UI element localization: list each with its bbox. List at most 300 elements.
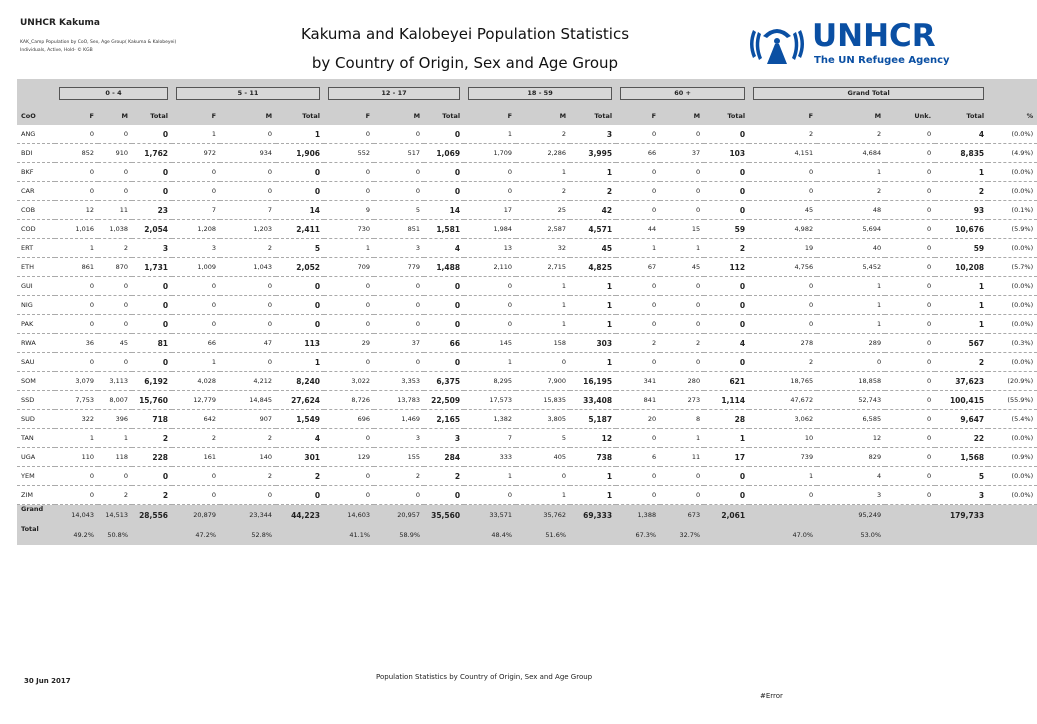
value-cell: 0	[55, 315, 98, 334]
value-cell: 0	[324, 182, 374, 201]
value-cell: 11	[660, 448, 704, 467]
grand-total-percent-cell	[132, 525, 172, 545]
col-header-m: M	[374, 107, 424, 125]
value-cell: 0	[660, 296, 704, 315]
table-row	[17, 296, 1037, 315]
value-cell: 52,743	[817, 391, 885, 410]
value-cell: 0	[324, 353, 374, 372]
value-cell: 0	[220, 182, 276, 201]
value-cell: 0	[55, 467, 98, 486]
value-cell: 1,203	[220, 220, 276, 239]
value-cell: 1,549	[276, 410, 324, 429]
coo-cell: SAU	[17, 353, 55, 372]
value-cell: 45	[749, 201, 817, 220]
value-cell: 517	[374, 144, 424, 163]
value-cell: 0	[885, 334, 935, 353]
value-cell: 140	[220, 448, 276, 467]
value-cell: 0	[324, 277, 374, 296]
value-cell: 0	[885, 258, 935, 277]
grand-total-percent-cell	[276, 525, 324, 545]
value-cell: 1	[172, 353, 220, 372]
value-cell: 0	[616, 429, 660, 448]
grand-total-percent-cell: 67.3%	[616, 525, 660, 545]
grand-total-label: Grand	[17, 505, 55, 526]
table-row	[17, 410, 1037, 429]
value-cell: 0	[424, 296, 464, 315]
value-cell: 2	[132, 429, 172, 448]
table-row	[17, 315, 1037, 334]
table-row	[17, 391, 1037, 410]
value-cell: 0	[749, 486, 817, 505]
value-cell: 0	[220, 486, 276, 505]
value-cell: 17	[464, 201, 516, 220]
value-cell: 28	[704, 410, 749, 429]
value-cell: 17,573	[464, 391, 516, 410]
value-cell: (0.0%)	[988, 467, 1037, 486]
value-cell: 567	[935, 334, 988, 353]
value-cell: 25	[516, 201, 570, 220]
coo-cell: TAN	[17, 429, 55, 448]
value-cell: 66	[172, 334, 220, 353]
value-cell: 2	[98, 239, 132, 258]
col-header-f: F	[172, 107, 220, 125]
value-cell: 0	[704, 467, 749, 486]
grand-total-cell: 2,061	[704, 505, 749, 526]
value-cell: 1	[570, 486, 616, 505]
coo-cell: YEM	[17, 467, 55, 486]
value-cell: 4	[704, 334, 749, 353]
value-cell: 0	[424, 182, 464, 201]
value-cell: 16,195	[570, 372, 616, 391]
logo-wordmark: UNHCR	[812, 18, 936, 54]
value-cell: 3	[132, 239, 172, 258]
value-cell: 2	[516, 182, 570, 201]
value-cell: 0	[324, 296, 374, 315]
value-cell: 0	[704, 277, 749, 296]
value-cell: 1	[817, 315, 885, 334]
value-cell: 0	[276, 163, 324, 182]
value-cell: 1	[616, 239, 660, 258]
value-cell: 1,731	[132, 258, 172, 277]
value-cell: 2	[374, 467, 424, 486]
value-cell: 0	[172, 182, 220, 201]
value-cell: 19	[749, 239, 817, 258]
value-cell: 0	[424, 315, 464, 334]
value-cell: 2	[424, 467, 464, 486]
value-cell: 5,452	[817, 258, 885, 277]
value-cell: 4,756	[749, 258, 817, 277]
value-cell: 1	[660, 239, 704, 258]
value-cell: 1,208	[172, 220, 220, 239]
value-cell: 0	[98, 163, 132, 182]
value-cell: (20.9%)	[988, 372, 1037, 391]
value-cell: 1	[324, 239, 374, 258]
value-cell: 907	[220, 410, 276, 429]
value-cell: 709	[324, 258, 374, 277]
col-header-f: F	[324, 107, 374, 125]
table-row	[17, 334, 1037, 353]
value-cell: 5	[516, 429, 570, 448]
value-cell: 0	[98, 296, 132, 315]
value-cell: 1	[817, 296, 885, 315]
value-cell: 1	[276, 125, 324, 144]
value-cell: 37,623	[935, 372, 988, 391]
col-header-f: F	[616, 107, 660, 125]
value-cell: 18,765	[749, 372, 817, 391]
group-0-4: 0 - 4	[55, 79, 172, 107]
grand-total-cell: 35,762	[516, 505, 570, 526]
col-header-total: Total	[704, 107, 749, 125]
value-cell: 8,240	[276, 372, 324, 391]
value-cell: 17	[704, 448, 749, 467]
value-cell: 2	[172, 429, 220, 448]
footer-title: Population Statistics by Country of Origin, Sex and Age Group	[376, 673, 593, 681]
value-cell: 333	[464, 448, 516, 467]
grand-total-percent-cell: 48.4%	[464, 525, 516, 545]
value-cell: 1	[817, 277, 885, 296]
value-cell: 0	[324, 315, 374, 334]
value-cell: 42	[570, 201, 616, 220]
value-cell: 280	[660, 372, 704, 391]
grand-total-percent-cell: 50.8%	[98, 525, 132, 545]
value-cell: 0	[98, 353, 132, 372]
value-cell: 0	[132, 467, 172, 486]
table-row	[17, 239, 1037, 258]
value-cell: 0	[55, 125, 98, 144]
grand-total-cell: 14,603	[324, 505, 374, 526]
value-cell: 2	[660, 334, 704, 353]
value-cell: 779	[374, 258, 424, 277]
value-cell: 100,415	[935, 391, 988, 410]
value-cell: 37	[374, 334, 424, 353]
report-header	[20, 18, 176, 55]
value-cell: 0	[885, 296, 935, 315]
value-cell: (5.4%)	[988, 410, 1037, 429]
value-cell: 4,825	[570, 258, 616, 277]
value-cell: 4	[817, 467, 885, 486]
value-cell: 4	[276, 429, 324, 448]
value-cell: 0	[98, 467, 132, 486]
grand-total-percent-cell: 41.1%	[324, 525, 374, 545]
value-cell: (0.0%)	[988, 163, 1037, 182]
value-cell: 0	[616, 315, 660, 334]
value-cell: 0	[276, 296, 324, 315]
value-cell: 1	[570, 353, 616, 372]
value-cell: 0	[424, 353, 464, 372]
value-cell: (0.0%)	[988, 182, 1037, 201]
value-cell: 1,069	[424, 144, 464, 163]
grand-total-cell	[749, 505, 817, 526]
col-header-m: M	[817, 107, 885, 125]
value-cell: 0	[885, 277, 935, 296]
col-header-total: Total	[570, 107, 616, 125]
value-cell: 7,753	[55, 391, 98, 410]
value-cell: 0	[464, 486, 516, 505]
grand-total-cell: 14,513	[98, 505, 132, 526]
value-cell: 0	[885, 467, 935, 486]
value-cell: 0	[885, 372, 935, 391]
value-cell: 29	[324, 334, 374, 353]
value-cell: 2,165	[424, 410, 464, 429]
value-cell: 1	[935, 296, 988, 315]
grand-total-percent-cell: 53.0%	[817, 525, 885, 545]
value-cell: 7	[220, 201, 276, 220]
value-cell: 3,995	[570, 144, 616, 163]
value-cell: 1,469	[374, 410, 424, 429]
value-cell: 2	[220, 429, 276, 448]
grand-total-cell: 95,249	[817, 505, 885, 526]
value-cell: 0	[374, 277, 424, 296]
grand-total-percent-row	[17, 525, 1037, 545]
value-cell: 67	[616, 258, 660, 277]
value-cell: 7,900	[516, 372, 570, 391]
value-cell: 2,110	[464, 258, 516, 277]
value-cell: 0	[55, 353, 98, 372]
value-cell: 0	[660, 163, 704, 182]
value-cell: 110	[55, 448, 98, 467]
value-cell: 8,835	[935, 144, 988, 163]
group-spacer-end	[988, 79, 1037, 107]
col-header-f: F	[55, 107, 98, 125]
group-grand-total: Grand Total	[749, 79, 988, 107]
value-cell: 18,858	[817, 372, 885, 391]
value-cell: 14,845	[220, 391, 276, 410]
value-cell: 0	[424, 163, 464, 182]
value-cell: 0	[660, 125, 704, 144]
value-cell: 0	[749, 315, 817, 334]
value-cell: 0	[885, 125, 935, 144]
value-cell: 1	[516, 486, 570, 505]
value-cell: 1	[98, 429, 132, 448]
value-cell: 145	[464, 334, 516, 353]
value-cell: 3,113	[98, 372, 132, 391]
value-cell: 1,984	[464, 220, 516, 239]
grand-total-cell	[885, 505, 935, 526]
grand-total-percent-cell	[570, 525, 616, 545]
value-cell: 3	[935, 486, 988, 505]
coo-cell: ZIM	[17, 486, 55, 505]
value-cell: 40	[817, 239, 885, 258]
value-cell: 48	[817, 201, 885, 220]
value-cell: 4,151	[749, 144, 817, 163]
value-cell: 11	[98, 201, 132, 220]
value-cell: 0	[660, 201, 704, 220]
value-cell: 0	[885, 486, 935, 505]
value-cell: 0	[220, 315, 276, 334]
value-cell: 93	[935, 201, 988, 220]
value-cell: 0	[749, 296, 817, 315]
value-cell: 1	[570, 277, 616, 296]
coo-cell: ANG	[17, 125, 55, 144]
value-cell: 0	[817, 353, 885, 372]
value-cell: 1	[172, 125, 220, 144]
value-cell: 0	[704, 125, 749, 144]
value-cell: 0	[704, 182, 749, 201]
col-header-f: F	[749, 107, 817, 125]
value-cell: 8,295	[464, 372, 516, 391]
value-cell: 1,488	[424, 258, 464, 277]
value-cell: 0	[885, 144, 935, 163]
value-cell: 47	[220, 334, 276, 353]
title-line-2: by Country of Origin, Sex and Age Group	[311, 54, 619, 72]
value-cell: 13	[464, 239, 516, 258]
value-cell: 0	[704, 315, 749, 334]
value-cell: 0	[885, 182, 935, 201]
value-cell: 5,187	[570, 410, 616, 429]
value-cell: (0.0%)	[988, 239, 1037, 258]
grand-total-percent-cell: 32.7%	[660, 525, 704, 545]
value-cell: 103	[704, 144, 749, 163]
value-cell: 0	[374, 163, 424, 182]
value-cell: 0	[616, 125, 660, 144]
table-row	[17, 277, 1037, 296]
value-cell: 4,982	[749, 220, 817, 239]
value-cell: 1	[464, 467, 516, 486]
value-cell: 1	[749, 467, 817, 486]
report-filter: Individuals, Active, Hold- © KGB	[20, 48, 93, 53]
value-cell: 0	[276, 182, 324, 201]
org-name: UNHCR Kakuma	[20, 18, 100, 28]
value-cell: 2	[98, 486, 132, 505]
grand-total-label-2: Total	[17, 525, 55, 545]
value-cell: (5.7%)	[988, 258, 1037, 277]
value-cell: 552	[324, 144, 374, 163]
value-cell: 3	[374, 429, 424, 448]
value-cell: 5	[374, 201, 424, 220]
value-cell: 1,568	[935, 448, 988, 467]
value-cell: 0	[424, 277, 464, 296]
value-cell: 113	[276, 334, 324, 353]
value-cell: 2	[570, 182, 616, 201]
value-cell: 0	[464, 296, 516, 315]
value-cell: 23	[132, 201, 172, 220]
value-cell: 0	[324, 486, 374, 505]
value-cell: 45	[660, 258, 704, 277]
grand-total-cell: 20,879	[172, 505, 220, 526]
value-cell: 1	[516, 277, 570, 296]
value-cell: 303	[570, 334, 616, 353]
value-cell: 0	[132, 182, 172, 201]
value-cell: (0.1%)	[988, 201, 1037, 220]
col-header-m: M	[660, 107, 704, 125]
coo-cell: PAK	[17, 315, 55, 334]
value-cell: (0.0%)	[988, 315, 1037, 334]
grand-total-cell: 69,333	[570, 505, 616, 526]
value-cell: 1	[935, 163, 988, 182]
value-cell: 2	[516, 125, 570, 144]
value-cell: 0	[660, 315, 704, 334]
value-cell: 621	[704, 372, 749, 391]
table-row	[17, 372, 1037, 391]
value-cell: 0	[704, 201, 749, 220]
grand-total-row	[17, 505, 1037, 526]
value-cell: 301	[276, 448, 324, 467]
value-cell: 0	[172, 296, 220, 315]
grand-total-percent-cell: 47.2%	[172, 525, 220, 545]
value-cell: 7	[464, 429, 516, 448]
coo-cell: COD	[17, 220, 55, 239]
value-cell: 0	[276, 486, 324, 505]
value-cell: 66	[616, 144, 660, 163]
value-cell: 1	[935, 277, 988, 296]
value-cell: 0	[704, 353, 749, 372]
value-cell: 0	[704, 163, 749, 182]
value-cell: 0	[885, 448, 935, 467]
value-cell: 81	[132, 334, 172, 353]
table-row	[17, 201, 1037, 220]
value-cell: 10	[749, 429, 817, 448]
value-cell: 7	[172, 201, 220, 220]
coo-cell: NIG	[17, 296, 55, 315]
grand-total-cell: 20,957	[374, 505, 424, 526]
value-cell: 1	[276, 353, 324, 372]
value-cell: 910	[98, 144, 132, 163]
value-cell: 15,835	[516, 391, 570, 410]
value-cell: 66	[424, 334, 464, 353]
value-cell: 1,382	[464, 410, 516, 429]
value-cell: 1,009	[172, 258, 220, 277]
group-18-59: 18 - 59	[464, 79, 616, 107]
value-cell: 4	[424, 239, 464, 258]
value-cell: 0	[132, 296, 172, 315]
value-cell: 4	[935, 125, 988, 144]
value-cell: 738	[570, 448, 616, 467]
value-cell: 0	[220, 353, 276, 372]
value-cell: 2	[276, 467, 324, 486]
value-cell: 1,906	[276, 144, 324, 163]
value-cell: 2	[132, 486, 172, 505]
group-spacer	[17, 79, 55, 107]
value-cell: 0	[616, 201, 660, 220]
value-cell: 2	[935, 182, 988, 201]
coo-cell: SSD	[17, 391, 55, 410]
grand-total-cell: 14,043	[55, 505, 98, 526]
table-row	[17, 163, 1037, 182]
value-cell: 0	[98, 277, 132, 296]
value-cell: 2,286	[516, 144, 570, 163]
value-cell: 59	[704, 220, 749, 239]
value-cell: 158	[516, 334, 570, 353]
age-group-header	[17, 79, 1037, 107]
value-cell: 0	[464, 163, 516, 182]
value-cell: 1,043	[220, 258, 276, 277]
value-cell: 0	[132, 315, 172, 334]
grand-total-percent-cell: 51.6%	[516, 525, 570, 545]
value-cell: 1,581	[424, 220, 464, 239]
value-cell: 0	[885, 201, 935, 220]
value-cell: 0	[616, 182, 660, 201]
value-cell: 1	[660, 429, 704, 448]
value-cell: 9,647	[935, 410, 988, 429]
table-row	[17, 486, 1037, 505]
grand-total-percent-cell	[424, 525, 464, 545]
value-cell: 696	[324, 410, 374, 429]
value-cell: 0	[885, 353, 935, 372]
value-cell: 27,624	[276, 391, 324, 410]
table-row	[17, 125, 1037, 144]
value-cell: 289	[817, 334, 885, 353]
value-cell: 739	[749, 448, 817, 467]
value-cell: 0	[132, 163, 172, 182]
value-cell: 0	[324, 125, 374, 144]
value-cell: 0	[704, 296, 749, 315]
value-cell: 730	[324, 220, 374, 239]
value-cell: 0	[374, 296, 424, 315]
value-cell: 0	[374, 182, 424, 201]
col-header-total: Total	[424, 107, 464, 125]
value-cell: 0	[374, 353, 424, 372]
value-cell: 0	[616, 163, 660, 182]
